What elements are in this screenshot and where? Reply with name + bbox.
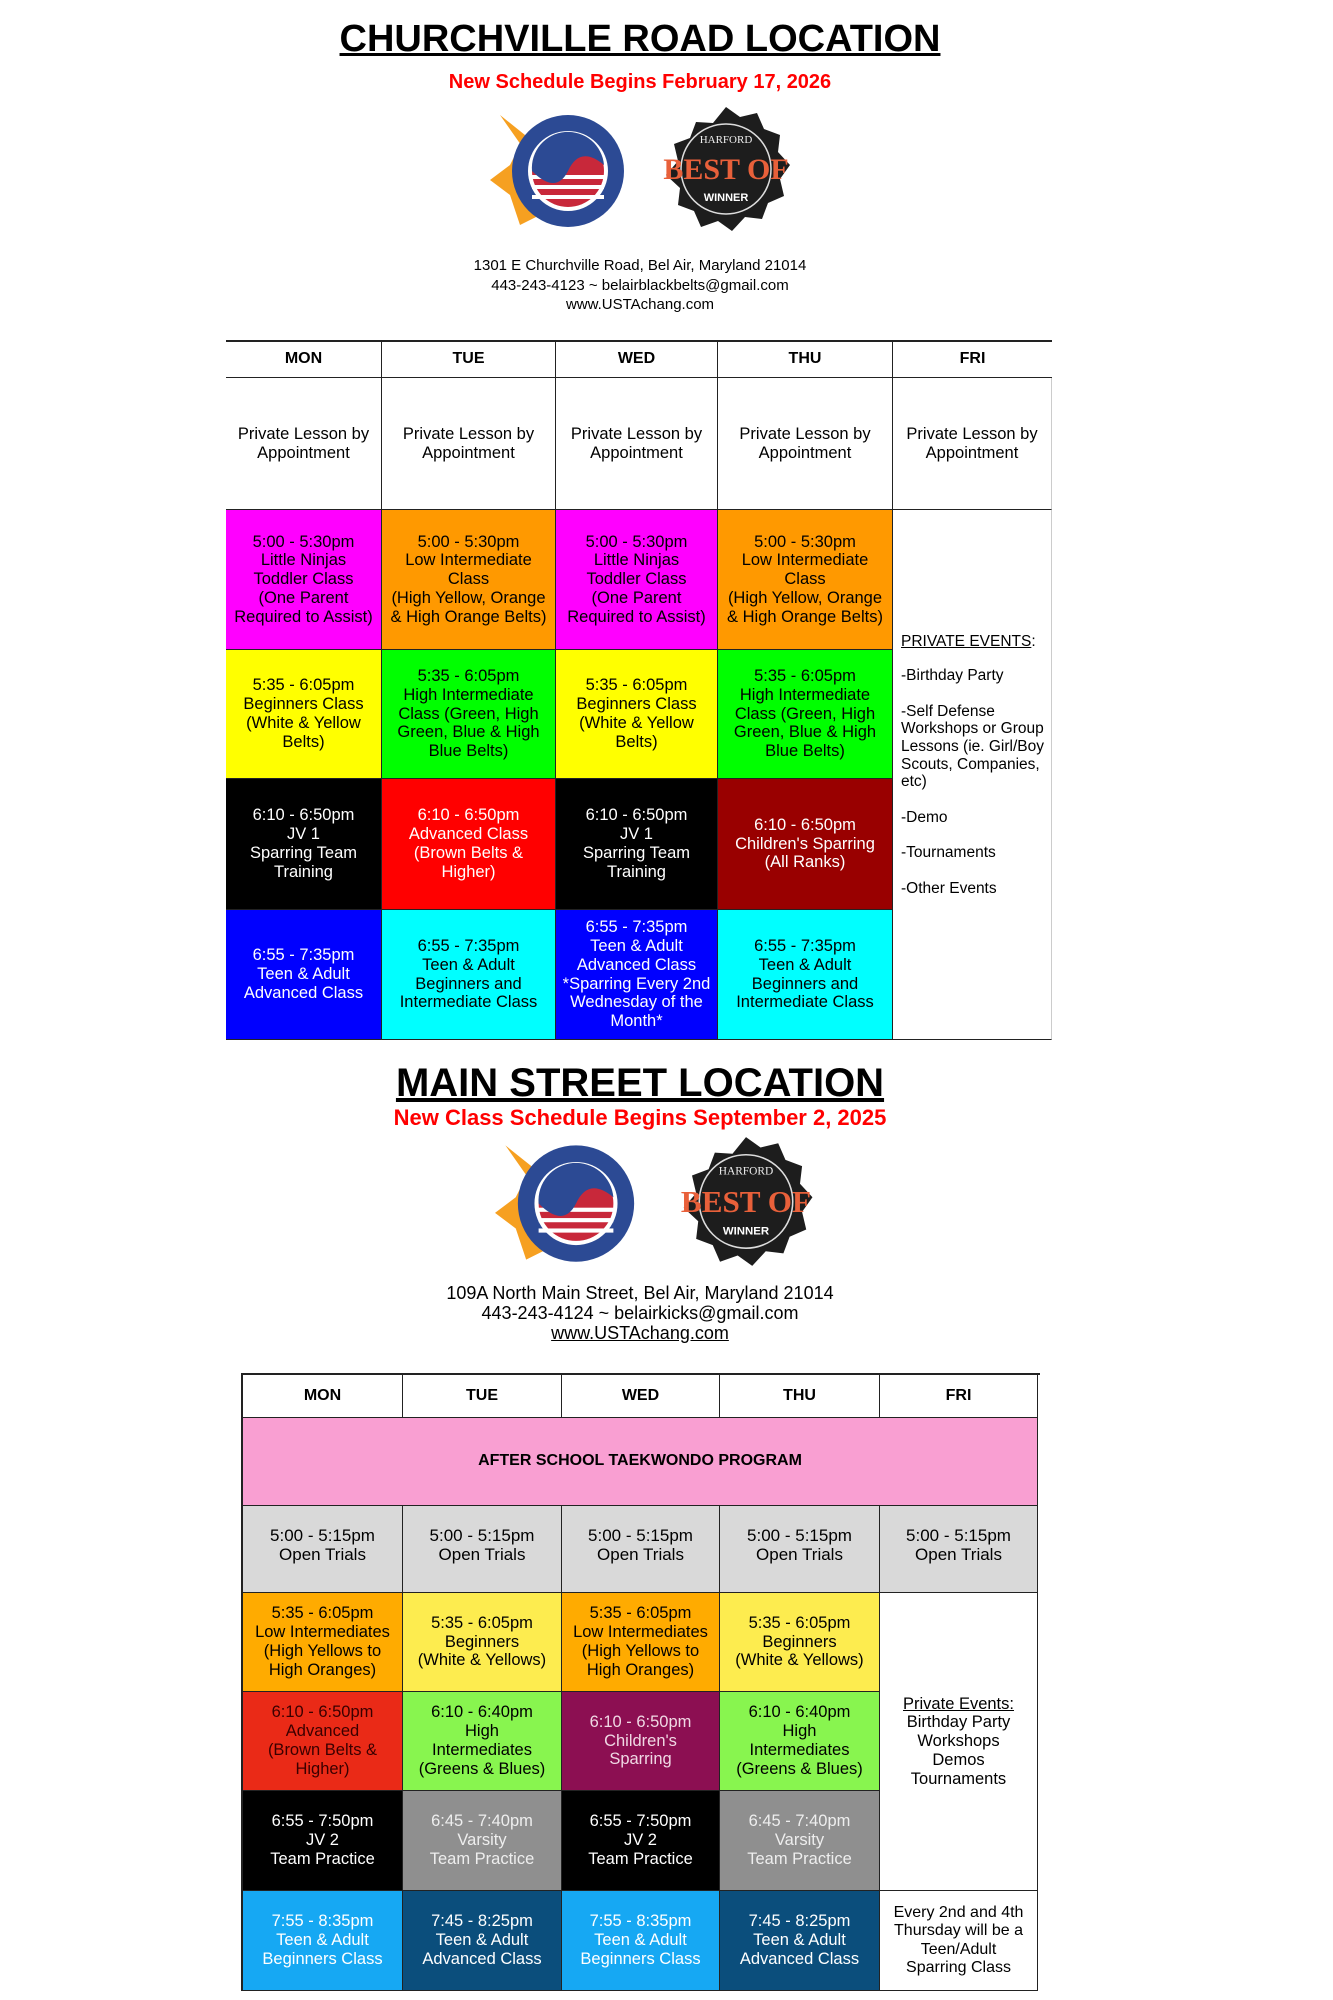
private-event-item: -Self Defense Workshops or Group Lessons (ie. Girl/Boy Scouts, Companies, etc) [901, 702, 1044, 791]
class-cell: 6:45 - 7:40pm Varsity Team Practice [403, 1791, 562, 1891]
class-cell: 6:55 - 7:35pm Teen & Adult Advanced Class *Sparring Every 2nd Wednesday of the Month* [556, 910, 718, 1040]
class-cell: 6:55 - 7:35pm Teen & Adult Beginners and Intermediate Class [718, 910, 893, 1040]
day-header-fri: FRI [893, 342, 1052, 378]
private-event-item: -Birthday Party [901, 666, 1004, 684]
private-event-item: -Tournaments [901, 844, 996, 862]
class-cell: 5:35 - 6:05pm Beginners Class (White & Yellow Belts) [226, 650, 382, 779]
class-cell: 7:45 - 8:25pm Teen & Adult Advanced Class [403, 1891, 562, 1991]
private-event-item: Tournaments [910, 1769, 1007, 1788]
day-header-wed: WED [556, 342, 718, 378]
class-cell: 5:35 - 6:05pm Low Intermediates (High Yellows to High Oranges) [243, 1593, 403, 1692]
class-cell: 6:10 - 6:50pm JV 1 Sparring Team Training [226, 779, 382, 910]
private-lesson-cell: Private Lesson by Appointment [226, 378, 382, 510]
class-cell: 7:45 - 8:25pm Teen & Adult Advanced Class [720, 1891, 880, 1991]
private-events-cell [880, 1593, 1038, 1891]
class-cell: 6:10 - 6:50pm Advanced Class (Brown Belts & Higher) [382, 779, 556, 910]
us-taekwondo-academy-logo [480, 1135, 645, 1270]
svg-text:BEST OF: BEST OF [663, 153, 789, 186]
private-event-item: Birthday Party [906, 1713, 1011, 1732]
colon: : [1031, 633, 1036, 651]
private-events-title [901, 633, 1036, 651]
day-header-wed: WED [562, 1375, 720, 1418]
class-cell: 5:00 - 5:30pm Low Intermediate Class (High Yellow, Orange & High Orange Belts) [382, 510, 556, 650]
class-cell: 5:00 - 5:30pm Little Ninjas Toddler Class (One Parent Required to Assist) [556, 510, 718, 650]
private-event-item: -Other Events [901, 880, 997, 898]
class-cell: 6:55 - 7:35pm Teen & Adult Advanced Class [226, 910, 382, 1040]
main-street-address: 109A North Main Street, Bel Air, Maryland 21014 [446, 1283, 834, 1303]
svg-text:HARFORD: HARFORD [718, 1165, 774, 1178]
class-cell: 5:35 - 6:05pm High Intermediate Class (Green, High Green, Blue & High Blue Belts) [382, 650, 556, 779]
svg-text:WINNER: WINNER [703, 192, 749, 204]
private-events-heading: Private Events: [903, 1694, 1014, 1713]
class-cell: 5:35 - 6:05pm Low Intermediates (High Yellows to High Oranges) [562, 1593, 720, 1692]
day-header-fri: FRI [880, 1375, 1038, 1418]
open-trials-cell: 5:00 - 5:15pm Open Trials [243, 1506, 403, 1593]
main-street-logos [480, 1135, 821, 1270]
churchville-phone-email: 443-243-4123 ~ belairblackbelts@gmail.com [491, 276, 789, 294]
open-trials-cell: 5:00 - 5:15pm Open Trials [880, 1506, 1038, 1593]
open-trials-cell: 5:00 - 5:15pm Open Trials [403, 1506, 562, 1593]
open-trials-cell: 5:00 - 5:15pm Open Trials [562, 1506, 720, 1593]
class-cell: 6:10 - 6:50pm Children's Sparring [562, 1692, 720, 1791]
best-of-harford-badge [671, 1135, 821, 1270]
churchville-website[interactable]: www.USTAchang.com [565, 296, 715, 313]
class-cell: 6:55 - 7:50pm JV 2 Team Practice [562, 1791, 720, 1891]
churchville-logos [480, 105, 796, 235]
day-header-mon: MON [243, 1375, 403, 1418]
day-header-tue: TUE [382, 342, 556, 378]
main-street-subtitle: New Class Schedule Begins September 2, 2025 [393, 1105, 887, 1130]
class-cell: 5:00 - 5:30pm Low Intermediate Class (High Yellow, Orange & High Orange Belts) [718, 510, 893, 650]
class-cell: 5:35 - 6:05pm Beginners Class (White & Yellow Belts) [556, 650, 718, 779]
day-header-thu: THU [718, 342, 893, 378]
class-cell: 5:00 - 5:30pm Little Ninjas Toddler Class (One Parent Required to Assist) [226, 510, 382, 650]
day-header-tue: TUE [403, 1375, 562, 1418]
private-event-item: Workshops [917, 1732, 1000, 1751]
class-cell: 7:55 - 8:35pm Teen & Adult Beginners Class [562, 1891, 720, 1991]
us-taekwondo-academy-logo [480, 105, 630, 235]
churchville-address: 1301 E Churchville Road, Bel Air, Maryland 21014 [473, 257, 807, 274]
churchville-contact-block [0, 256, 1280, 315]
private-lesson-cell: Private Lesson by Appointment [556, 378, 718, 510]
private-event-item: Demos [932, 1750, 985, 1769]
private-lesson-cell: Private Lesson by Appointment [718, 378, 893, 510]
churchville-title: CHURCHVILLE ROAD LOCATION [339, 18, 941, 60]
main-street-website[interactable]: www.USTAchang.com [551, 1322, 729, 1343]
class-cell: 5:35 - 6:05pm Beginners (White & Yellows) [720, 1593, 880, 1692]
main-street-phone-email: 443-243-4124 ~ belairkicks@gmail.com [481, 1302, 799, 1323]
after-school-program-banner: AFTER SCHOOL TAEKWONDO PROGRAM [243, 1418, 1038, 1506]
svg-text:WINNER: WINNER [722, 1225, 770, 1238]
main-street-title: MAIN STREET LOCATION [395, 1061, 885, 1105]
private-events-heading: PRIVATE EVENTS [901, 633, 1032, 651]
day-header-thu: THU [720, 1375, 880, 1418]
class-cell: 5:35 - 6:05pm Beginners (White & Yellows) [403, 1593, 562, 1692]
main-street-schedule-table [241, 1373, 1040, 1991]
churchville-subtitle: New Schedule Begins February 17, 2026 [448, 71, 832, 93]
churchville-schedule-table [226, 340, 1052, 1040]
sparring-note-cell: Every 2nd and 4th Thursday will be a Teen/Adult Sparring Class [880, 1891, 1038, 1991]
day-header-mon: MON [226, 342, 382, 378]
open-trials-cell: 5:00 - 5:15pm Open Trials [720, 1506, 880, 1593]
svg-text:BEST OF: BEST OF [680, 1183, 812, 1219]
private-event-item: -Demo [901, 808, 948, 826]
class-cell: 6:55 - 7:35pm Teen & Adult Beginners and Intermediate Class [382, 910, 556, 1040]
private-lesson-cell: Private Lesson by Appointment [382, 378, 556, 510]
best-of-harford-badge [656, 105, 796, 235]
class-cell: 5:35 - 6:05pm High Intermediate Class (Green, High Green, Blue & High Blue Belts) [718, 650, 893, 779]
class-cell: 6:10 - 6:40pm High Intermediates (Greens & Blues) [720, 1692, 880, 1791]
class-cell: 6:10 - 6:50pm Advanced (Brown Belts & Higher) [243, 1692, 403, 1791]
class-cell: 6:55 - 7:50pm JV 2 Team Practice [243, 1791, 403, 1891]
class-cell: 6:45 - 7:40pm Varsity Team Practice [720, 1791, 880, 1891]
private-lesson-cell: Private Lesson by Appointment [893, 378, 1052, 510]
svg-text:HARFORD: HARFORD [699, 134, 753, 146]
private-events-cell [893, 510, 1052, 1040]
main-street-contact-block [0, 1284, 1280, 1343]
class-cell: 6:10 - 6:40pm High Intermediates (Greens & Blues) [403, 1692, 562, 1791]
class-cell: 7:55 - 8:35pm Teen & Adult Beginners Class [243, 1891, 403, 1991]
class-cell: 6:10 - 6:50pm JV 1 Sparring Team Training [556, 779, 718, 910]
class-cell: 6:10 - 6:50pm Children's Sparring (All Ranks) [718, 779, 893, 910]
